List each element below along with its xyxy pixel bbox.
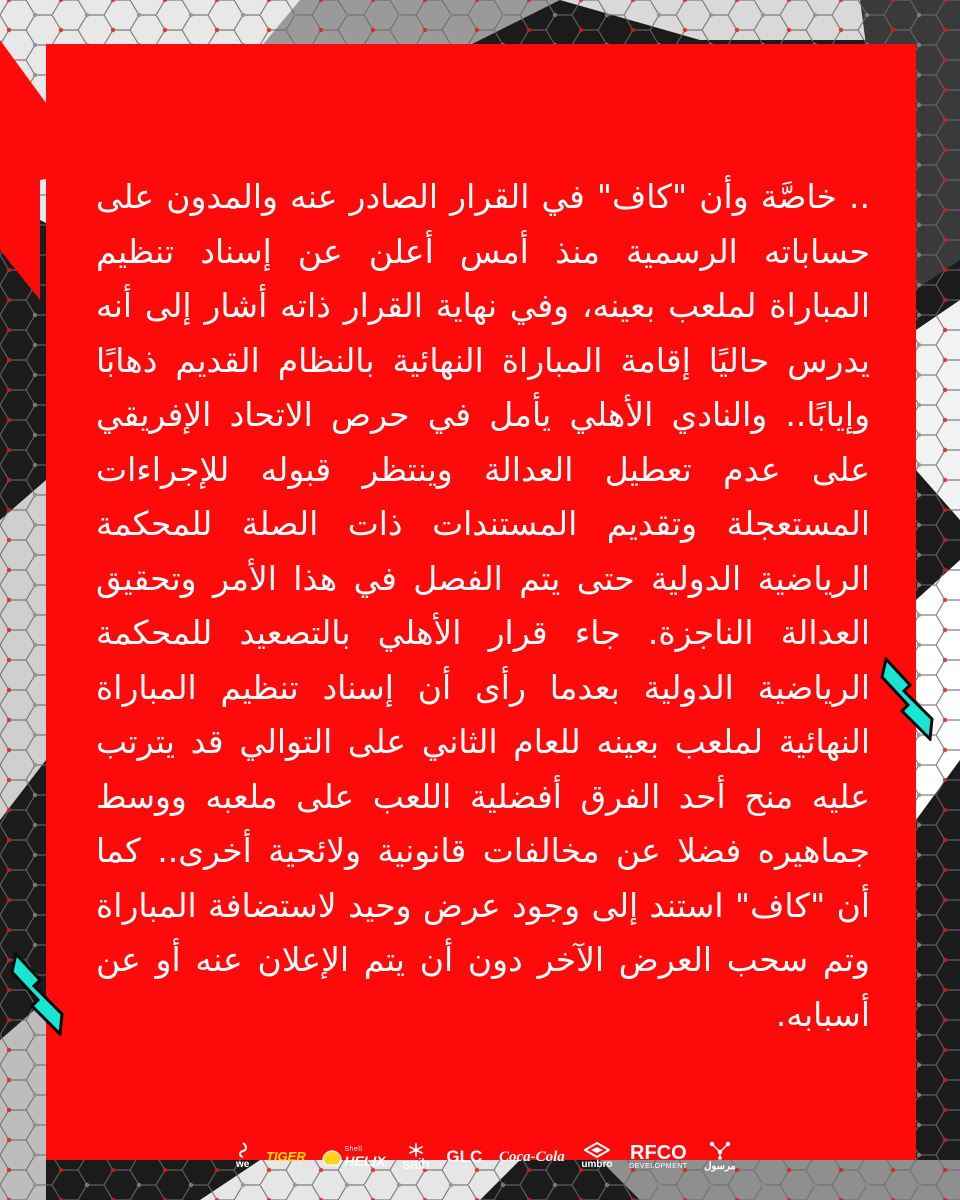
cocacola-label: Coca-Cola	[498, 1149, 565, 1165]
article-text: .. خاصَّة وأن "كاف" في القرار الصادر عنه والمدون على حساباته الرسمية منذ أمس أعلن عن إسناد تنظيم المباراة لملعب بعينه، وفي نهاية القرار ذاته أشار إلى أنه يدرس حاليًا إقامة المباراة النهائية بالنظام القديم ذهابًا وإيابًا.. والنادي الأهلي يأمل في حرص الاتحاد الإفريقي على عدم تعطيل العدالة وينتظر قبوله للإجراءات المستعجلة وتقديم المستندات ذات الصلة للمحكمة الرياضية الدولية حتى يتم الفصل في هذا الأمر وتحقيق العدالة الناجزة. جاء قرار الأهلي بالتصعيد للمحكمة الرياضية الدولية بعدما رأى أن إسناد تنظيم المباراة النهائية لملعب بعينه للعام الثاني على التوالي قد يترتب عليه منح أحد الفرق أفضلية اللعب على ملعبه ووسط جماهيره فضلا عن مخالفات قانونية ولائحية أخرى.. كما أن "كاف" استند إلى وجود عرض وحيد لاستضافة المباراة وتم سحب العرض الآخر دون أن يتم الإعلان عنه أو عن أسبابه.	[96, 177, 870, 1034]
shell-pecten-icon	[322, 1148, 342, 1166]
sponsor-glc	[446, 1147, 483, 1166]
shell-label: Shell	[344, 1146, 363, 1153]
umbro-label: umbro	[581, 1159, 613, 1170]
sponsor-rfco	[629, 1143, 687, 1171]
umbro-diamond-icon	[584, 1142, 610, 1158]
we-swirl-icon	[237, 1142, 249, 1158]
lightning-bolt-icon	[880, 655, 942, 741]
we-label: we	[236, 1159, 250, 1170]
sponsor-umbro	[581, 1142, 612, 1172]
sponsor-cocacola	[499, 1150, 565, 1164]
sponsor-we	[236, 1142, 249, 1172]
rfco-sub-label: DEVELOPMENT	[629, 1163, 688, 1170]
mersal-label: مرسول	[704, 1161, 736, 1172]
sponsor-strip	[236, 1134, 736, 1180]
sponsor-mersal	[704, 1140, 736, 1174]
mersal-network-icon	[708, 1140, 732, 1160]
rfco-label: RFCO	[630, 1142, 687, 1164]
sponsor-tiger	[266, 1150, 306, 1164]
tiger-label: TIGER	[265, 1149, 306, 1164]
helix-label: HELIX	[344, 1153, 386, 1169]
saib-label: saib	[402, 1156, 430, 1173]
sponsor-saib	[402, 1142, 430, 1172]
content-panel	[46, 44, 916, 1173]
sponsor-shell-helix	[322, 1146, 385, 1168]
lightning-bolt-icon	[10, 950, 72, 1036]
glc-label: GLC	[446, 1147, 483, 1166]
